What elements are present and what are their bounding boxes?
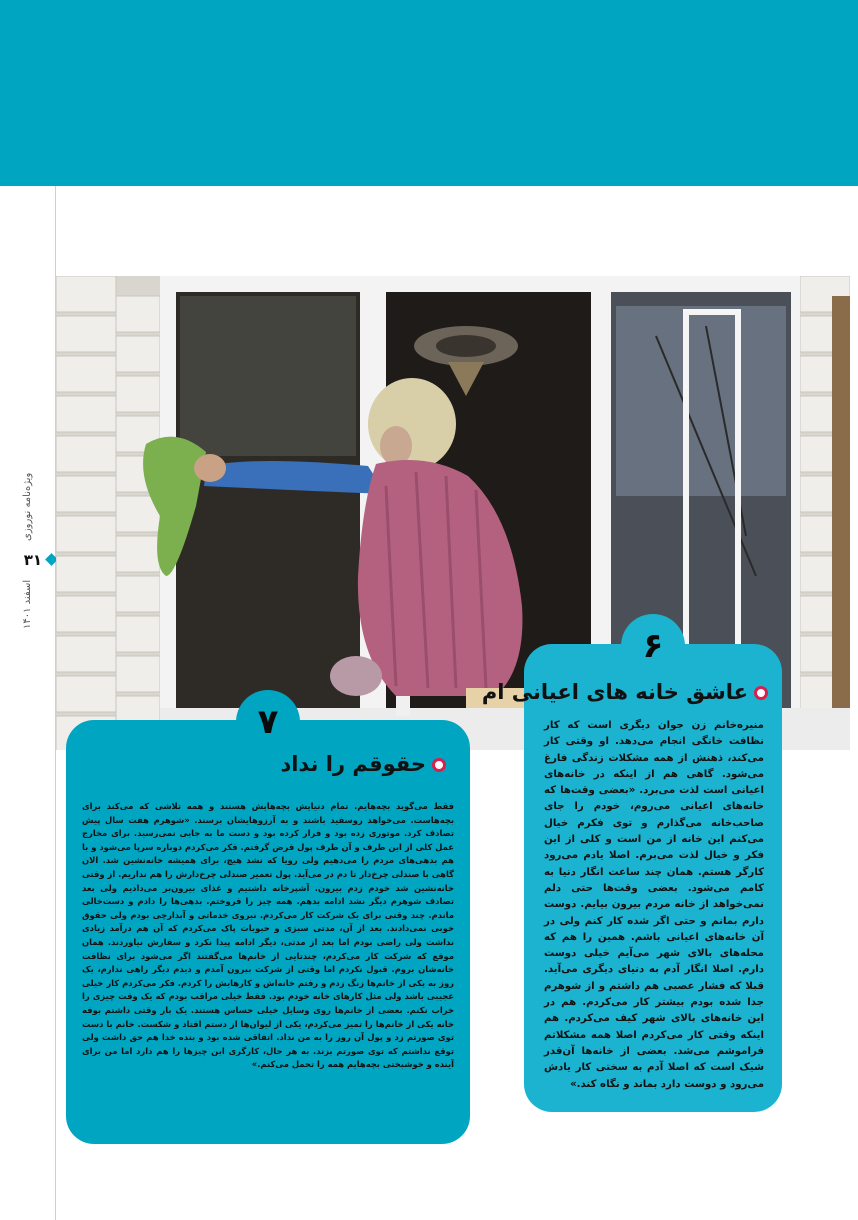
- section-7-paragraph: فقط می‌گوید بچه‌هایم. تمام دنیایش بچه‌هایش هستند و همه تلاشی که می‌کند برای بچه‌هاست. می‌خواهد روسفید باشند و به آرزوهایشان برسند. «شوهرم هفت سال پیش تصادف کرد. موتوری زده بود و فرار کرده بود و دست ما به جایی نمی‌رسید. برای مخارج عمل کلی از این طرف و آن طرف پول قرض گرفتم. فکر می‌کردم دوباره سرپا می‌شود و با هم بدهی‌های مردم را می‌دهیم ولی رویا که نشد هیچ، برای همیشه خانه‌نشین شد. الان گاهی با صندلی چرخ‌دار تا دم در می‌آید. پول تعمیر صندلی چرخ‌دارش را هم نداریم. از وقتی خانه‌نشین شد خودم زدم بیرون. آشپرخانه داشتیم و غذای بیرون‌بر می‌دادیم ولی بعد تصادف شوهرم دیگر نشد ادامه بدهم. همه چیز را فروختم. بدهی‌ها را دادم و دست‌خالی ماندم. چند وقتی برای یک شرکت کار می‌کردم. نیروی خدماتی و آبدارچی بودم ولی حقوق خوبی نمی‌دادند. بعد از آن، مدتی سبزی و حبوبات پاک می‌کردم که آن هم درآمد زیادی نداشت ولی راضی بودم اما بعد از مدتی، دیگر ادامه پیدا نکرد و سفارش نیاوردند. همان موقع که شرکت کار می‌کردم، چندتایی از خانم‌ها می‌گفتند اگر می‌شود برای نظافت خانه‌شان بروم. قبول نکردم اما وقتی از شرکت بیرون آمدم و دیدم دیگر راهی ندارم، یک روز به یکی از خانم‌ها زنگ زدم و رفتم خانه‌اش و کارهایش را کردم. فکر می‌کردم کار خیلی عجیبی باشد ولی مثل کارهای خانه خودم بود. فقط خیلی مراقب بودم که یک وقت چیزی را خراب نکنم. بعضی از خانم‌ها روی وسایل خیلی حساس هستند. یک بار وقتی داشتم بوفه خانه یکی از خانم‌ها را تمیز می‌کردم، یکی از لیوان‌ها از دستم افتاد و شکست. خانم با دست توی صورتم زد و پول آن روز را به من نداد. اتفاقی شده بود و بنده خدا هم حق داشت ولی توقع نداشتم که توی صورتم بزند. به هر حال، کارگری این چیزها را هم دارد اما من برای آینده و خوشبختی بچه‌هایم همه را تحمل می‌کنم.»: [82, 801, 454, 1070]
- section-6-body: [544, 718, 764, 1093]
- header-band: [0, 0, 858, 186]
- section-7-title: [280, 752, 446, 776]
- section-6-card: [481, 626, 782, 1112]
- bullet-dot-icon: [432, 758, 446, 772]
- section-7-body: [82, 800, 454, 1072]
- bullet-dot-icon: [754, 686, 768, 700]
- section-6-title-text: عاشق خانه های اعیانی ام: [481, 680, 748, 704]
- issue-date: اسفند ۱۴۰۱: [22, 579, 33, 629]
- section-6-paragraph: منیره‌خانم زن جوان دیگری است که کار نظافت خانگی انجام می‌دهد. او وقتی کار می‌کند، ذهنش از همه مشکلات زندگی فارغ می‌شود. گاهی هم از اینکه در خانه‌های اعیانی است لذت می‌برد. «بعضی وقت‌ها که خانه‌های اعیانی می‌روم، خودم را جای صاحب‌خانه می‌گذارم و توی فکرم خیال می‌کنم این خانه از من است و کلی از این فکر و خیال لذت می‌برم. اصلا یادم می‌رود کارگر هستم. همان چند ساعت انگار دنیا به کامم می‌شود. بعضی وقت‌ها حتی دلم نمی‌خواهد از خانه مردم بیرون بیایم. دوست دارم بمانم و حتی اگر شده کار کنم ولی در آن خانه‌های اعیانی باشم. همین را هم که محله‌های بالای شهر می‌آیم خیلی دوست دارم. اصلا انگار آدم به دنیای دیگری می‌آید. قبلا که فشار عصبی هم داشتم و از شوهرم جدا شده بودم بیشتر کار می‌کردم. هم در این خانه‌های بالای شهر کیف می‌کردم. هم اینکه وقتی کار می‌کردم اصلا همه مشکلاتم فراموشم می‌شد. بعضی از خانه‌ها آن‌قدر شیک است که اصلا آدم به سختی کار یادش می‌رود و دوست دارد بماند و نگاه کند.»: [544, 720, 764, 1090]
- magazine-name: ویژه‌نامه نوروزی: [22, 472, 33, 542]
- section-6-badge: ۶: [621, 614, 685, 678]
- section-6-title: [482, 680, 768, 704]
- section-7-card: [66, 702, 470, 1144]
- section-7-badge: ۷: [236, 690, 300, 754]
- section-7-title-text: حقوقم را نداد: [280, 752, 426, 776]
- page-number: ۳۱: [23, 551, 42, 569]
